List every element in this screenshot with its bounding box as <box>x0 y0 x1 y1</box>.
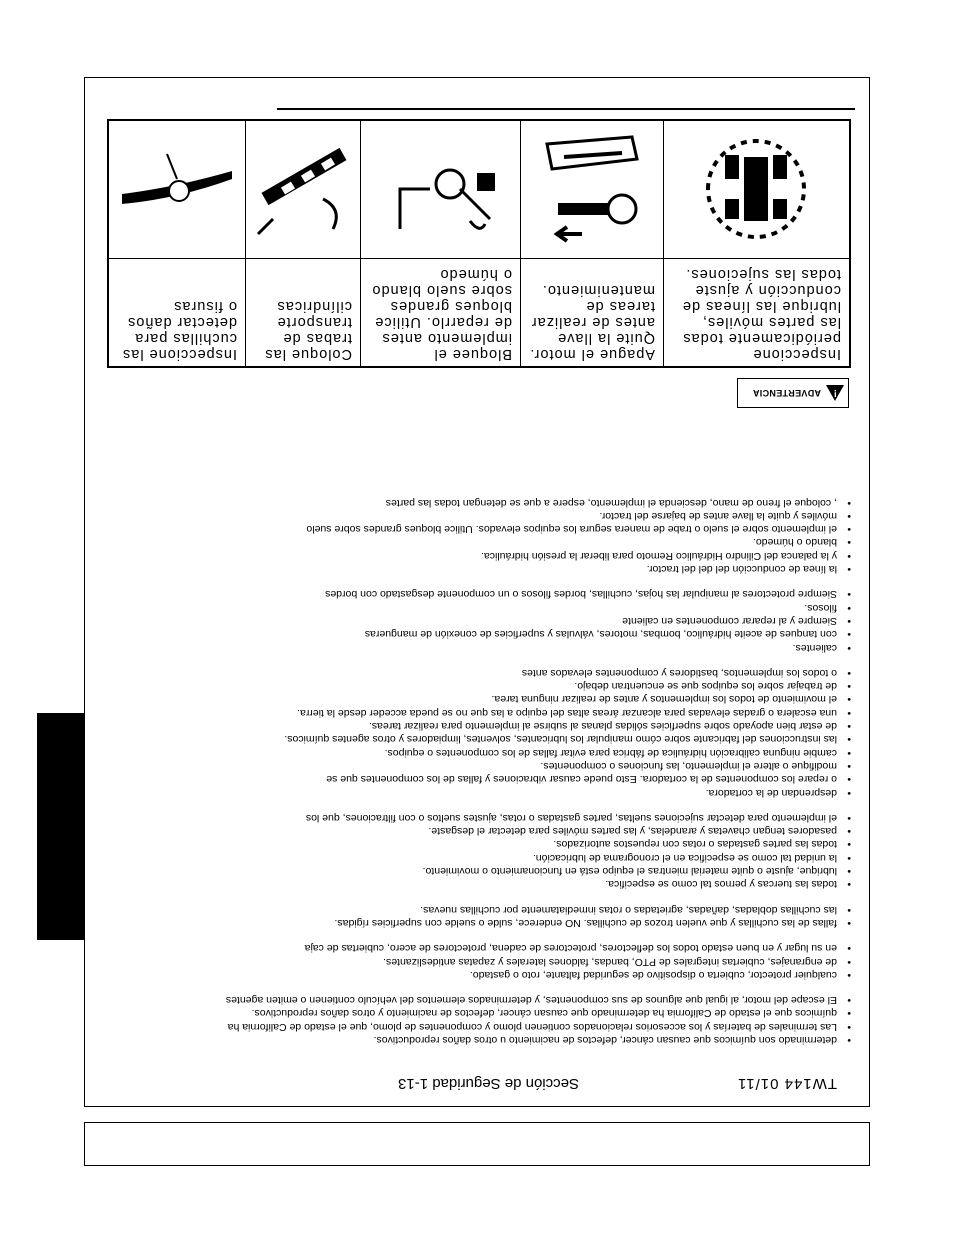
panel-text: Apague el motor. Quite la llave antes de realizar tareas de mantenimiento. <box>521 258 663 366</box>
panel-text: Inspeccione las cuchillas para detectar daños o fisuras <box>109 258 245 366</box>
bullet-line: • o todos los implementos, bastidores y componentes elevados antes <box>111 666 851 679</box>
bullet-line: • con tanques de aceite hidráulico, bombas, motores, válvulas y superficies de conexión de mangueras <box>111 627 851 640</box>
bullet-line: • cualquier protector, cubierta o dispositivo de seguridad faltante, roto o gastado. <box>111 968 851 981</box>
warning-triangle-icon <box>826 385 844 401</box>
bullet-line: • calientes. <box>111 640 851 653</box>
bullet-line: • blando o húmedo. <box>111 535 851 548</box>
bullet-line: • la unidad tal como se especifica en el cronograma de lubricación. <box>111 850 851 863</box>
bullet-line: • filosos. <box>111 600 851 613</box>
bullet-line: • fallas de las cuchillas y que vuelen trozos de cuchillas. NO enderece, sulde o suelde con superficies rígidas. <box>111 916 851 929</box>
bullet-gap <box>111 799 851 811</box>
bullet-line: • químicos que el estado de California ha determinado que causan cáncer, defectos de nacimiento y otros daños reproductivos. <box>111 1006 851 1019</box>
footer-box <box>84 1122 870 1166</box>
panel-text: Coloque las trabas de transporte cilíndricas <box>246 258 360 366</box>
bullet-line: • pasadores tengan chavetas y arandelas, y las partes móviles para detectar el desgaste. <box>111 824 851 837</box>
bullet-line: • de engranajes, cubiertas integrales de PTO, bandas, faldones laterales y zapatas antideslizantes. <box>111 954 851 967</box>
panel-inspect-parts <box>663 121 849 366</box>
blade-inspect-icon <box>117 130 237 250</box>
warning-text: ADVERTENCIA <box>752 388 821 398</box>
bullet-line: • Las terminales de baterías y los accesorios relacionados contienen plomo y componentes de plomo, que el estado de California ha <box>111 1019 851 1032</box>
bullet-line: • de trabajar sobre los equipos que se encuentran debajo. <box>111 679 851 692</box>
bullet-gap <box>111 981 851 993</box>
bullet-line: • lubrique, ajuste o quite material mientras el equipo está en funcionamiento o movimiento. <box>111 864 851 877</box>
block-implement-icon <box>371 130 511 250</box>
rotated-content <box>85 78 869 1106</box>
bullet-line: • Siempre y al reparar componentes en caliente <box>111 614 851 627</box>
bullet-line: • una escalera o gradas elevadas para alcanzar áreas altas del equipo a las que no se pueda acceder desde la tierra. <box>111 705 851 718</box>
bullet-line: • determinado son químicos que causan cáncer, defectos de nacimiento u otros daños reproductivos. <box>111 1033 851 1046</box>
bullet-line: • y la palanca del Cilindro Hidráulico Remoto para liberar la presión hidráulica. <box>111 549 851 562</box>
bullet-gap <box>111 929 851 941</box>
bullet-line: • cambie ninguna calibración hidráulica de fábrica para evitar fallas de los componentes o equipos. <box>111 745 851 758</box>
panel-block-implement <box>360 121 520 366</box>
bullet-line: • o repare los componentes de la cortadora. Esto puede causar vibraciones y fallas de los componentes que se <box>111 772 851 785</box>
bullet-line: • las instrucciones del fabricante sobre cómo manipular los lubricantes, solventes, limpiadores y otros agentes químicos. <box>111 732 851 745</box>
page-header <box>85 1072 869 1098</box>
bullet-line: • el implemento para detectar sujeciones sueltas, partes gastadas o rotas, ajustes sueltos o con filtraciones, que los <box>111 811 851 824</box>
bullet-line: • El escape del motor, al igual que algunos de sus componentes, y determinados elementos del vehículo contienen o emiten agentes <box>111 993 851 1006</box>
key-wrench-icon <box>532 130 652 250</box>
panel-transport-lock <box>245 121 360 366</box>
bullet-line: • en su lugar y en buen estado todos los deflectores, protectores de cadena, protectores de acero, cubiertas de caja <box>111 941 851 954</box>
bullet-line: • el implemento sobre el suelo o trabe de manera segura los equipos elevados. Utilice bloques grandes sobre suelo <box>111 522 851 535</box>
bullet-line: • móviles y quite la llave antes de bajarse del tractor. <box>111 509 851 522</box>
panel-text: Bloquee el implemento antes de reparrlo. Utilice bloques grandes sobre suelo blando o húmedo <box>361 258 520 366</box>
tractor-inspect-icon <box>682 130 832 250</box>
section-tab <box>37 713 85 940</box>
cylinder-lock-icon <box>253 130 353 250</box>
bullet-line: • el movimiento de todos los implementos y antes de realizar ninguna tarea. <box>111 692 851 705</box>
warning-label <box>737 378 849 408</box>
bullet-line: • Siempre protectores al manipular las hojas, cuchillas, bordes filosos o un componente desgastado con bordes <box>111 587 851 600</box>
safety-panels <box>107 119 851 368</box>
bullet-line: • , coloque el freno de mano, descienda el implemento, espere a que se detengan todas las partes <box>111 495 851 508</box>
bullet-line: • todas las partes gastadas o rotas con repuestos autorizados. <box>111 837 851 850</box>
bullet-line: • de estar bien apoyado sobre superficies sólidas planas al subirse al implemento para realizar tareas. <box>111 719 851 732</box>
bullet-line: • todas las tuercas y pernos tal como se especifica. <box>111 877 851 890</box>
safety-bullets <box>111 495 851 1046</box>
doc-id: TW144 01/11 <box>737 1075 837 1092</box>
bullet-gap <box>111 890 851 902</box>
section-title: Sección de Seguridad 1-13 <box>398 1075 579 1092</box>
panel-engine-off <box>520 121 663 366</box>
panel-inspect-blades <box>109 121 245 366</box>
bullet-line: • las cuchillas dobladas, dañadas, agrietadas o rotas inmediatamente por cuchillas nuevas. <box>111 902 851 915</box>
bullet-gap <box>111 654 851 666</box>
bullet-line: • modifique o altere el implemento, las funciones o componentes. <box>111 759 851 772</box>
bullet-gap <box>111 575 851 587</box>
divider-rule <box>277 108 855 110</box>
bullet-line: • la línea de conducción del del del tractor. <box>111 562 851 575</box>
bullet-line: • desprendan de la cortadora. <box>111 785 851 798</box>
panel-text: Inspeccione periódicamente todas las partes móviles, lubrique las líneas de conducción y ajuste todas las sujeciones. <box>664 258 849 366</box>
